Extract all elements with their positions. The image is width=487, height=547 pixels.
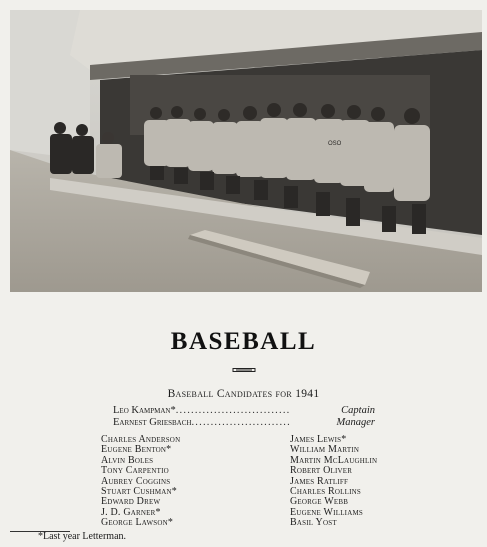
candidate-name: Eugene Williams [290,506,363,518]
officer-role: Manager [336,417,375,428]
candidate-name: George Lawson* [101,517,174,529]
candidate-name: J. D. Garner* [101,506,161,518]
candidate-name: Alvin Boles [101,454,154,466]
candidate-name: Aubrey Coggins [101,475,171,487]
officer-row-captain [113,405,375,416]
candidate-list-left [101,435,180,529]
page-subtitle: Baseball Candidates for 1941 [167,388,320,400]
officer-row-manager [113,417,375,428]
dot-leader: .............................. [175,405,291,416]
dot-leader: .......................... [191,417,291,428]
team-photo-image [10,10,482,292]
candidate-name: Robert Oliver [290,465,353,477]
page-title: BASEBALL [170,328,317,355]
candidate-name: Charles Anderson [101,434,181,445]
candidate-name: Tony Carpentio [101,465,169,477]
candidate-name: James Lewis* [290,434,347,445]
candidate-name: George Webb [290,496,349,508]
candidate-name: Eugene Benton* [101,444,172,456]
officer-name: Earnest Griesbach [113,417,192,428]
divider-ornament-icon [232,366,256,374]
jersey-lettering: OSO [328,141,342,147]
candidate-name: William Martin [290,444,360,456]
candidate-name: Stuart Cushman* [101,486,177,498]
officer-name: Leo Kampman* [113,405,176,416]
officer-role: Captain [341,405,375,416]
team-photo [10,10,482,292]
candidate-list-right [290,435,377,529]
candidate-name: Martin McLaughlin [290,454,378,466]
candidate-name: Charles Rollins [290,486,361,498]
candidate-name: James Ratliff [290,475,349,487]
candidate-name: Edward Drew [101,496,161,508]
footnote: *Last year Letterman. [38,531,127,542]
candidate-name: Basil Yost [290,517,337,529]
